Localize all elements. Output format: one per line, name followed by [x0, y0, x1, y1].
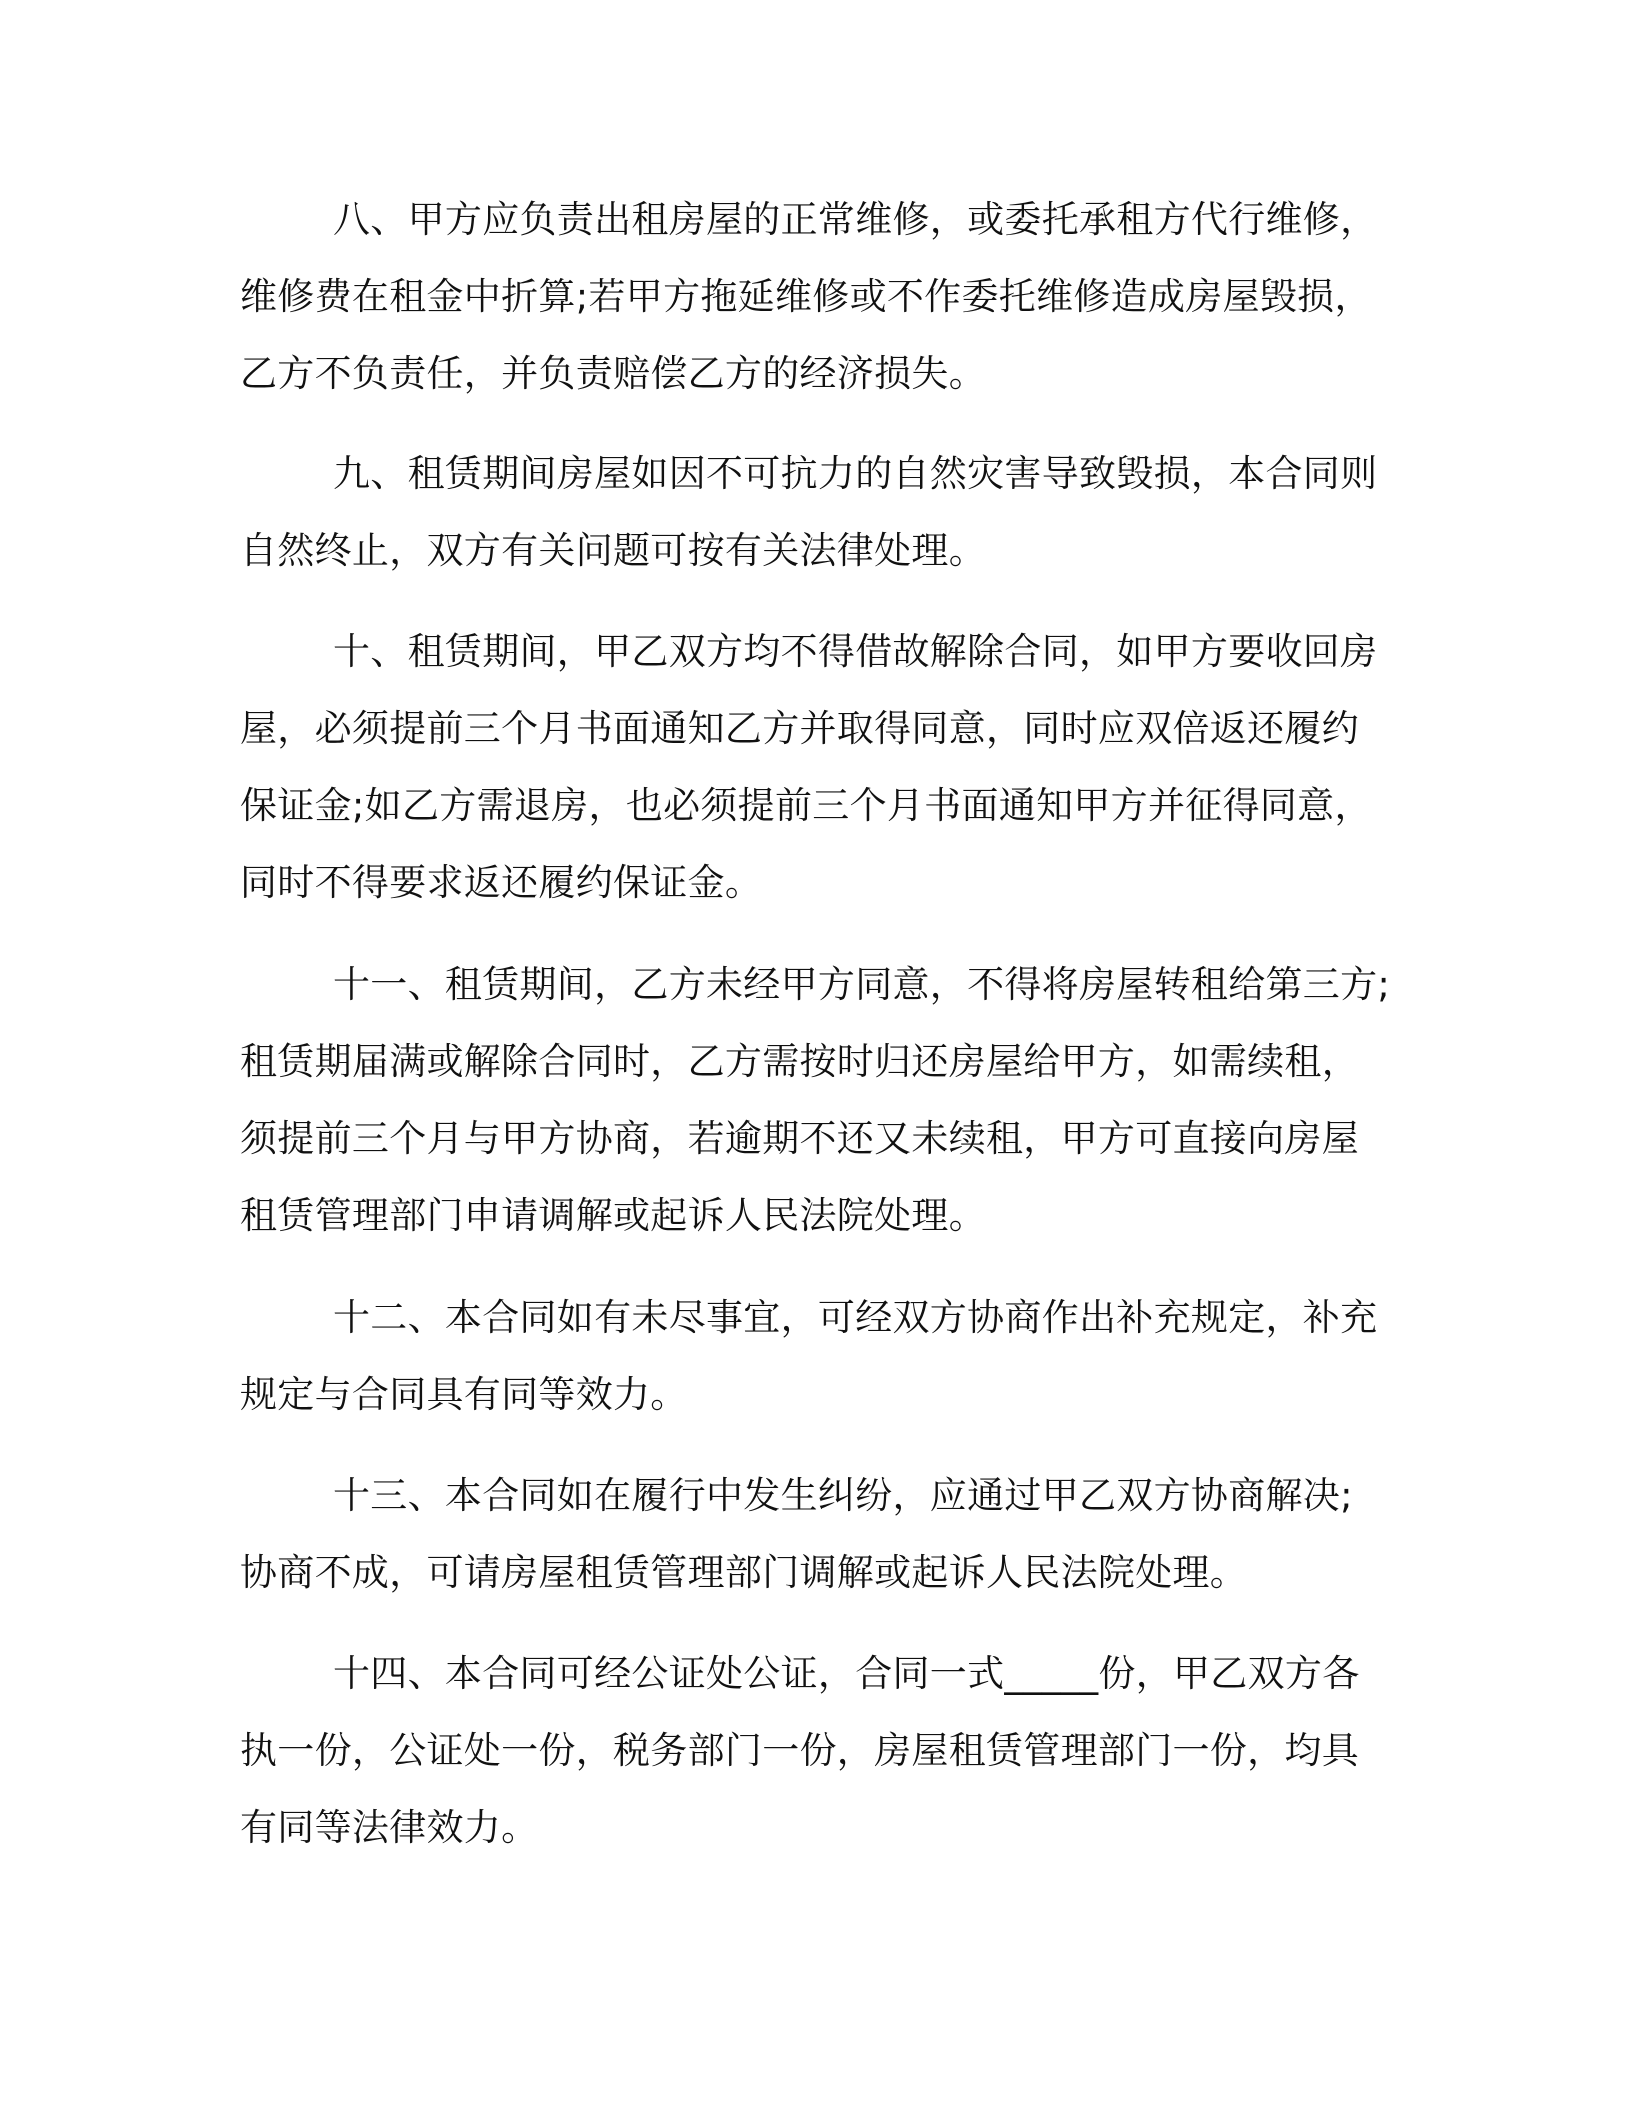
clause-line: 保证金;如乙方需退房，也必须提前三个月书面通知甲方并征得同意， [240, 784, 1372, 827]
clause-line: 十二、本合同如有未尽事宜，可经双方协商作出补充规定，补充 [333, 1296, 1378, 1339]
clause-line: 执一份，公证处一份，税务部门一份，房屋租赁管理部门一份，均具 [240, 1729, 1359, 1772]
clause-line: 十三、本合同如在履行中发生纠纷，应通过甲乙双方协商解决; [333, 1474, 1353, 1517]
clause-line: 十四、本合同可经公证处公证，合同一式_____份，甲乙双方各 [333, 1652, 1360, 1695]
clause-line: 维修费在租金中折算;若甲方拖延维修或不作委托维修造成房屋毁损， [240, 275, 1372, 318]
clause-line: 九、租赁期间房屋如因不可抗力的自然灾害导致毁损，本合同则 [333, 452, 1378, 495]
clause-line: 有同等法律效力。 [240, 1806, 539, 1849]
clause-line: 八、甲方应负责出租房屋的正常维修，或委托承租方代行维修， [333, 198, 1378, 241]
clause-line: 租赁期届满或解除合同时，乙方需按时归还房屋给甲方，如需续租， [240, 1040, 1359, 1083]
clause-line: 自然终止，双方有关问题可按有关法律处理。 [240, 529, 986, 572]
clause-line: 协商不成，可请房屋租赁管理部门调解或起诉人民法院处理。 [240, 1551, 1248, 1594]
clause-line: 十一、租赁期间，乙方未经甲方同意，不得将房屋转租给第三方; [333, 963, 1391, 1006]
clause-line: 同时不得要求返还履约保证金。 [240, 861, 763, 904]
clause-line: 规定与合同具有同等效力。 [240, 1373, 688, 1416]
clause-line: 租赁管理部门申请调解或起诉人民法院处理。 [240, 1194, 986, 1237]
clause-line: 十、租赁期间，甲乙双方均不得借故解除合同，如甲方要收回房 [333, 630, 1378, 673]
clause-line: 乙方不负责任，并负责赔偿乙方的经济损失。 [240, 352, 986, 395]
clause-line: 须提前三个月与甲方协商，若逾期不还又未续租，甲方可直接向房屋 [240, 1117, 1359, 1160]
clause-line: 屋，必须提前三个月书面通知乙方并取得同意，同时应双倍返还履约 [240, 707, 1359, 750]
